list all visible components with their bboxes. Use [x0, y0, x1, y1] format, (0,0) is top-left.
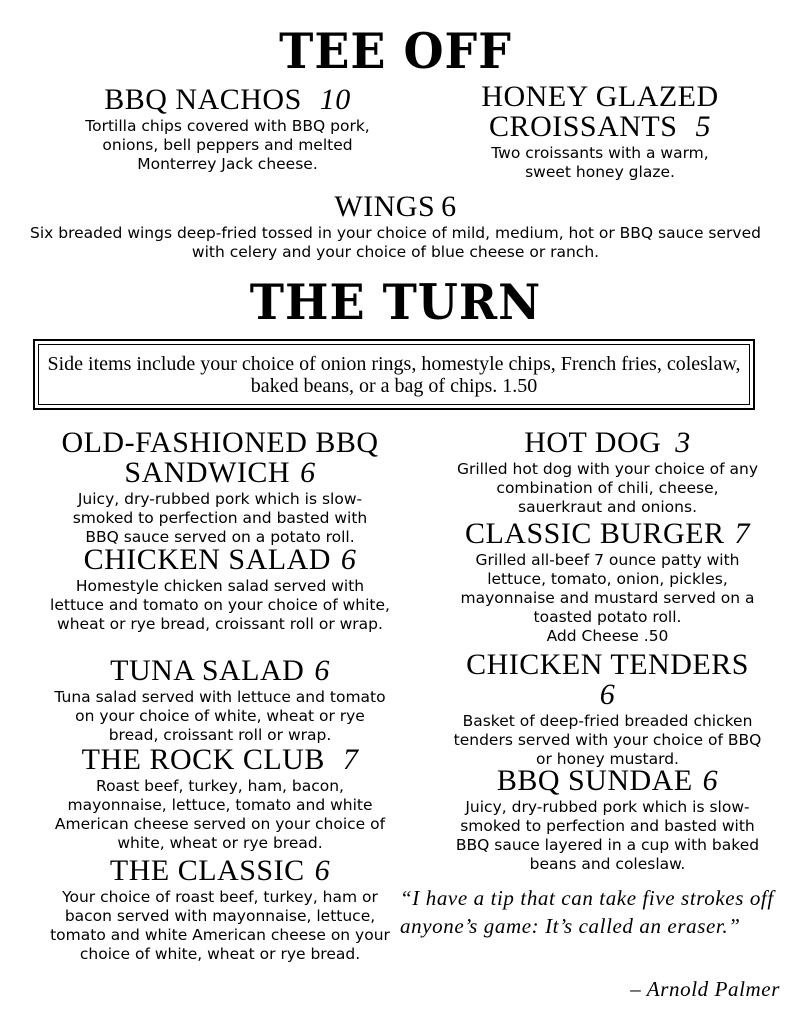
item-description: Your choice of roast beef, turkey, ham or bacon served with mayonnaise, lettuce, tomato and white American cheese on your choice of white, wheat or rye bread. — [50, 888, 390, 963]
item-description: Tortilla chips covered with BBQ pork, onions, bell peppers and melted Monterrey Jack cheese. — [85, 117, 370, 173]
item-name-line — [430, 428, 785, 458]
item-description: Basket of deep-fried breaded chicken tenders served with your choice of BBQ or honey mustard. — [453, 712, 762, 768]
item-name-line — [10, 192, 781, 222]
item-name: BBQ NACHOS — [104, 83, 302, 116]
item-description: Two croissants with a warm, sweet honey glaze. — [491, 144, 709, 181]
item-price: 10 — [319, 83, 351, 116]
item-name-line-1: OLD-FASHIONED BBQ — [61, 426, 379, 459]
item-name-line — [40, 656, 400, 686]
side-items-box — [33, 339, 755, 410]
item-description: Homestyle chicken salad served with lettuce and tomato on your choice of white, wheat or rye bread, croissant roll or wrap. — [50, 577, 390, 633]
item-addon: Add Cheese .50 — [546, 627, 669, 645]
item-price: 6 — [702, 764, 719, 797]
menu-item-the-classic — [40, 856, 400, 964]
item-name: HOT DOG — [524, 426, 662, 459]
item-name: BBQ SUNDAE — [496, 764, 693, 797]
item-name-line — [430, 519, 785, 549]
item-description: Tuna salad served with lettuce and tomato on your choice of white, wheat or rye bread, croissant roll or wrap. — [54, 688, 386, 744]
menu-item-old-fashioned-bbq-sandwich — [40, 428, 400, 547]
item-price: 6 — [314, 654, 330, 687]
section-title-the-turn: THE TURN — [249, 273, 542, 331]
item-name: WINGS — [334, 190, 436, 223]
item-description: Roast beef, turkey, ham, bacon, mayonnaise, lettuce, tomato and white American cheese served on your choice of white, wheat or rye bread. — [54, 777, 386, 852]
item-name: CROISSANTS — [489, 110, 678, 143]
menu-item-hot-dog — [430, 428, 785, 517]
item-price: 6 — [599, 678, 616, 711]
item-price: 6 — [300, 456, 316, 489]
menu-item-tuna-salad — [40, 656, 400, 745]
item-name-line — [40, 545, 400, 575]
section-title-tee-off: TEE OFF — [279, 22, 512, 80]
item-description: Grilled hot dog with your choice of any combination of chili, cheese, sauerkraut and onions. — [456, 460, 759, 516]
item-description: Juicy, dry-rubbed pork which is slow-smoked to perfection and basted with BBQ sauce served on a potato roll. — [72, 490, 368, 546]
item-name: CHICKEN SALAD — [83, 543, 331, 576]
menu-item-chicken-salad — [40, 545, 400, 634]
side-items-note: Side items include your choice of onion rings, homestyle chips, French fries, coleslaw, baked beans, or a bag of chips. 1.50 — [38, 344, 750, 405]
arnold-palmer-quote: “I have a tip that can take five strokes off anyone’s game: It’s called an eraser.” — [400, 886, 774, 938]
item-name-line — [40, 745, 400, 775]
menu-item-bbq-nachos — [60, 85, 395, 174]
item-price: 7 — [342, 743, 359, 776]
menu-item-classic-burger — [430, 519, 785, 646]
item-price: 3 — [675, 426, 691, 459]
item-description: Six breaded wings deep-fried tossed in your choice of mild, medium, hot or BBQ sauce served with celery and your choice of blue cheese or ranch. — [30, 224, 761, 261]
item-price: 6 — [314, 854, 331, 887]
item-name: THE ROCK CLUB — [81, 743, 325, 776]
item-name: SANDWICH — [124, 456, 291, 489]
item-price-line — [430, 680, 785, 710]
item-name-line — [60, 85, 395, 115]
item-name-line-2 — [40, 458, 400, 488]
item-price: 6 — [441, 190, 457, 223]
item-name-line — [430, 766, 785, 796]
item-description: Juicy, dry-rubbed pork which is slow-smoked to perfection and basted with BBQ sauce layered in a cup with baked beans and coleslaw. — [455, 798, 760, 873]
item-price: 5 — [695, 110, 711, 143]
item-price: 6 — [340, 543, 357, 576]
quote-author: – Arnold Palmer — [630, 977, 780, 1001]
item-name-line-2 — [430, 112, 770, 142]
item-description: Grilled all-beef 7 ounce patty with lettuce, tomato, onion, pickles, mayonnaise and mustard served on a toasted potato roll. — [460, 551, 755, 626]
menu-item-wings — [10, 192, 781, 262]
menu-item-honey-glazed-croissants — [430, 82, 770, 182]
item-name: THE CLASSIC — [109, 854, 305, 887]
item-name: TUNA SALAD — [110, 654, 305, 687]
menu-item-the-rock-club — [40, 745, 400, 853]
menu-item-bbq-sundae — [430, 766, 785, 874]
item-name: CLASSIC BURGER — [464, 517, 725, 550]
menu-item-chicken-tenders — [430, 650, 785, 769]
item-name-line — [40, 856, 400, 886]
item-name: CHICKEN TENDERS — [466, 648, 749, 681]
item-name-line-1: HONEY GLAZED — [481, 80, 719, 113]
item-price: 7 — [734, 517, 751, 550]
